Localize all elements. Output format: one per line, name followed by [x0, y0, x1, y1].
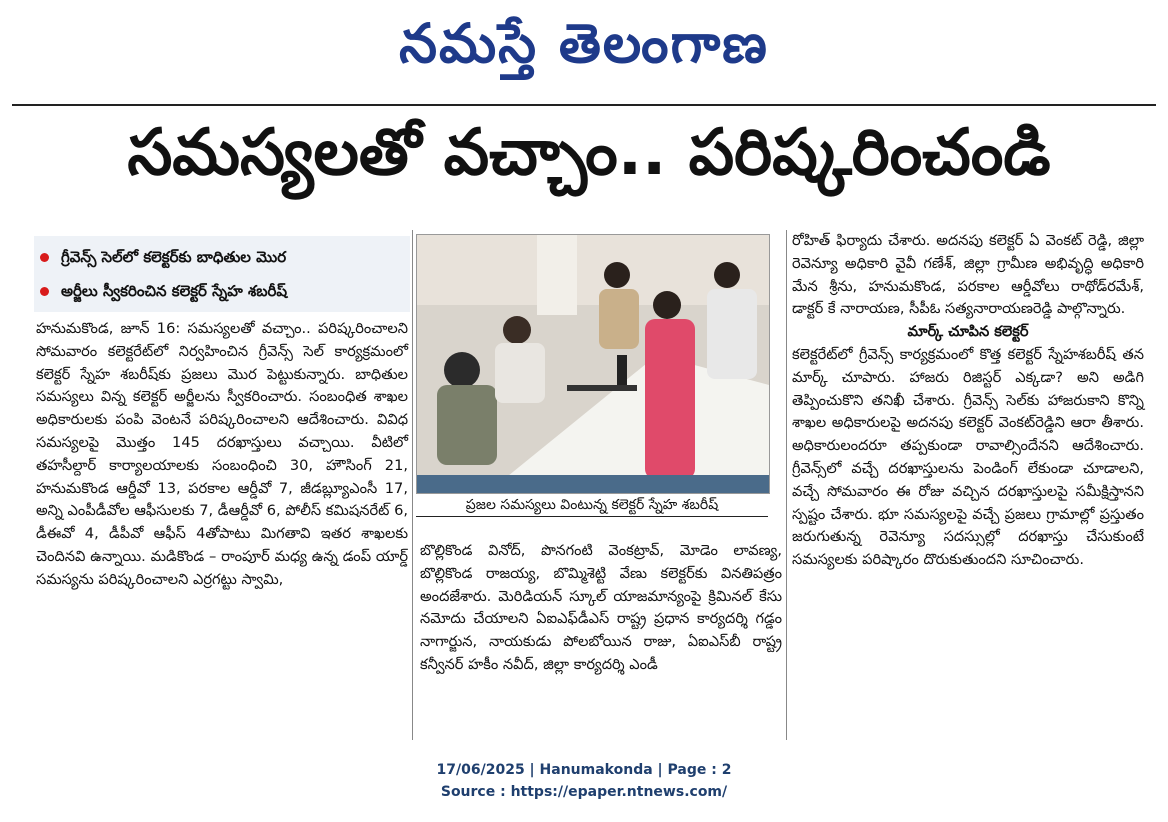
article-text: రోహిత్ ఫిర్యాదు చేశారు. అదనపు కలెక్టర్ ఏ వెంకట్ రెడ్డి, జిల్లా రెవెన్యూ అధికారి వైవీ గణేశ్, జిల్లా గ్రామీణ అభివృద్ధి అధికారి మేన శ్రీను, హనుమకొండ, పరకాల ఆర్డీవోలు రాథోడ్‌రమేశ్, డాక్టర్ కే నారాయణ, సీపీఓ సత్యనారాయణరెడ్డి పాల్గొన్నారు. [792, 232, 1144, 318]
column-divider [786, 230, 787, 740]
article-column-3 [792, 230, 1144, 572]
section-subheading: మార్క్ చూపిన కలెక్టర్ [907, 323, 1029, 341]
subheading-bullets [34, 236, 410, 312]
photo-illustration [417, 235, 769, 493]
article-text: కలెక్టరేట్‌లో గ్రీవెన్స్ కార్యక్రమంలో కొత్త కలెక్టర్ స్నేహశబరీష్ తన మార్క్ చూపారు. హాజరు రిజిస్టర్ ఎక్కడా? అని అడిగి తెప్పించుకొని తనిఖీ చేశారు. గ్రీవెన్స్ సెల్‌కు హాజరుకాని కొన్ని శాఖల అధికారులపై అదనపు కలెక్టర్ వెంకట్‌రెడ్డిని ఆరా తీశారు. అధికారులందరూ తప్పకుండా రావాల్సిందేనని ఆదేశించారు. గ్రీవెన్స్‌లో వచ్చే దరఖాస్తులను పెండింగ్ లేకుండా చూడాలని, వచ్చే సోమవారం ఈ రోజు వచ్చిన దరఖాస్తులపై సమీక్షిస్తానని స్పష్టం చేశారు. భూ సమస్యలపై వచ్చే ప్రజలు గ్రామాల్లో ప్రస్తుతం జరుగుతున్న రెవెన్యూ సదస్సుల్లో దరఖాస్తు చేసుకుంటే సమస్యలకు పరిష్కారం దొరుకుతుందని సూచించారు. [792, 345, 1144, 569]
article-text: బొల్లికొండ వినోద్, పొనగంటి వెంకట్రావ్, మోడెం లావణ్య, బొల్లికొండ రాజయ్య, బొమ్మిశెట్టి వేణు కలెక్టర్‌కు వినతిపత్రం అందజేశారు. మెరిడియన్ స్కూల్ యాజమాన్యంపై క్రిమినల్ కేసు నమోదు చేయాలని ఏఐఎఫ్‌డీఎస్ రాష్ట్ర ప్రధాన కార్యదర్శి గడ్డం నాగార్జున, నాయకుడు పోలబోయిన రాజు, ఏఐఎస్‌బీ రాష్ట్ర కన్వీనర్ హకీం నవీద్, జిల్లా కార్యదర్శి ఎండీ [420, 542, 782, 673]
bullet-text: గ్రీవెన్స్ సెల్‌లో కలెక్టర్‌కు బాధితుల మొర [61, 248, 287, 266]
bullet-dot-icon [40, 287, 49, 296]
bullet-item [40, 274, 404, 308]
bullet-item [40, 240, 404, 274]
bullet-text: అర్జీలు స్వీకరించిన కలెక్టర్ స్నేహ శబరీష్ [61, 282, 288, 300]
column-divider [412, 230, 413, 740]
article-column-2 [420, 540, 782, 677]
article-column-1 [36, 318, 408, 592]
footer-source: Source : https://epaper.ntnews.com/ [440, 784, 728, 800]
masthead-logo: నమస్తే తెలంగాణ [399, 11, 769, 75]
masthead-rule [12, 104, 1156, 106]
news-photo [416, 234, 770, 494]
photo-caption: ప్రజల సమస్యలు వింటున్న కలెక్టర్ స్నేహ శబరీష్ [416, 494, 768, 517]
headline: సమస్యలతో వచ్చాం.. పరిష్కరించండి [127, 116, 1051, 190]
footer-date-edition: 17/06/2025 | Hanumakonda | Page : 2 [436, 762, 732, 778]
bullet-dot-icon [40, 253, 49, 262]
article-text: హనుమకొండ, జూన్ 16: సమస్యలతో వచ్చాం.. పరిష్కరించాలని సోమవారం కలెక్టరేట్‌లో నిర్వహించిన గ్రీవెన్స్ సెల్ కార్యక్రమంలో కలెక్టర్ స్నేహ శబరీష్‌కు ప్రజలు మొర పెట్టుకున్నారు. బాధితుల సమస్యలు విన్న కలెక్టర్ అర్జీలను స్వీకరించారు. సంబంధిత శాఖల అధికారులకు పంపి వెంటనే పరిష్కరించాలని ఆదేశించారు. వివిధ సమస్యలపై మొత్తం 145 దరఖాస్తులు వచ్చాయి. వీటిలో తహసీల్దార్ కార్యాలయాలకు సంబంధించి 30, హౌసింగ్ 21, హనుమకొండ ఆర్డీవో 13, పరకాల ఆర్డీవో 7, జీడబ్ల్యూఎంసీ 17, అన్ని ఎంపీడీవోల ఆఫీసులకు 7, డీఆర్డీవో 6, పోలీస్ కమిషనరేట్ 6, డీఈవో 4, డీపీవో ఆఫీస్ 4తోపాటు మిగతావి ఇతర శాఖలకు చెందినవి ఉన్నాయి. మడికొండ – రాంపూర్ మధ్య ఉన్న డంప్ యార్డ్ సమస్యను పరిష్కరించాలని ఎర్రగట్టు స్వామి, [36, 320, 408, 588]
